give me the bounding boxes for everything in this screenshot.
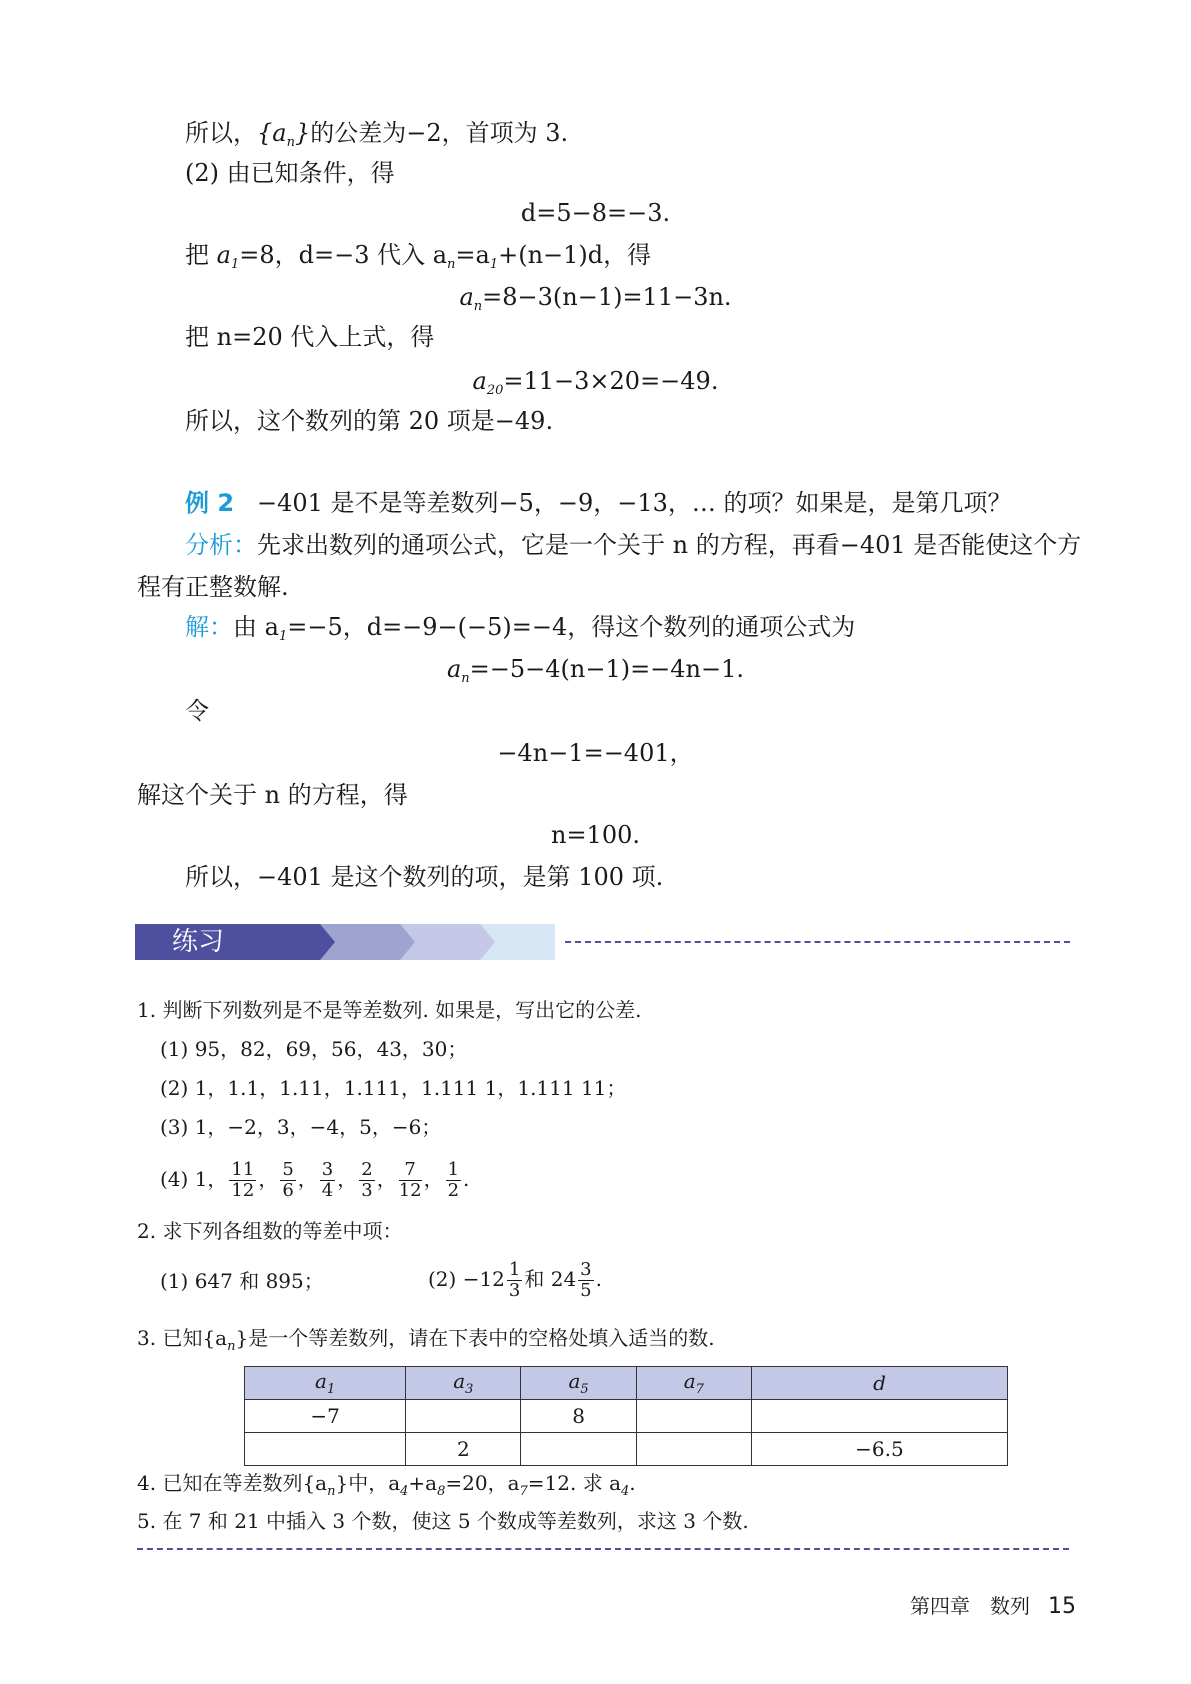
intro-line-1: 所以，$\{a_n\}$的公差为−2，首项为 3. — [185, 119, 569, 150]
table-header-row — [245, 1367, 1008, 1400]
practice-title: 练习 — [172, 927, 225, 957]
table-cell — [636, 1433, 751, 1466]
table-cell — [636, 1400, 751, 1433]
analysis-line-1: 分析：先求出数列的通项公式，它是一个关于 n 的方程，再看−401 是否能使这个方 — [185, 531, 1082, 559]
example-2-question: 例 2 −401 是不是等差数列−5，−9，−13，… 的项？如果是，是第几项？ — [185, 489, 1012, 517]
intro-line-2: (2) 由已知条件，得 — [185, 159, 395, 187]
exercise-1-part-3: (3) 1，−2，3，−4，5，−6； — [160, 1115, 442, 1139]
table-header: $a_3$ — [406, 1367, 521, 1400]
example-label: 例 2 — [185, 489, 235, 517]
fraction: $\frac{11}{12}$ — [231, 1159, 255, 1201]
table-cell: 2 — [406, 1433, 521, 1466]
solve-line: 解这个关于 n 的方程，得 — [137, 781, 408, 809]
exercise-1-part-4: (4) 1， $\frac{11}{12}$ ， $\frac{5}{6}$ ， $\frac{3}{4}$ ， $\frac{2}{3}$ ， $\frac{7}{12}$ ， $\frac{1}{2}$ . — [160, 1159, 470, 1201]
fraction: $\frac{3}{5}$ — [580, 1259, 592, 1301]
equation-401: −4n−1=−401， — [497, 739, 694, 767]
intro-line-4: 把 n=20 代入上式，得 — [185, 323, 435, 351]
table-row — [245, 1433, 1008, 1466]
table-header: $a_7$ — [636, 1367, 751, 1400]
table-header: $a_1$ — [245, 1367, 406, 1400]
exercise-2: 2. 求下列各组数的等差中项： — [137, 1219, 403, 1243]
page-footer — [910, 1590, 1076, 1619]
banner-dash-line — [565, 941, 1070, 943]
table-cell: 8 — [521, 1400, 636, 1433]
table-row — [245, 1400, 1008, 1433]
table-header: $a_5$ — [521, 1367, 636, 1400]
solution-label: 解： — [185, 613, 233, 641]
exercise-4: 4. 已知在等差数列$\{a_n\}$中，$a_4+a_8=20$，$a_7=12$. 求 $a_4$. — [137, 1471, 636, 1499]
fraction: $\frac{2}{3}$ — [361, 1159, 373, 1201]
solution-line: 解：由 $a_1=-5$，d=−9−(−5)=−4，得这个数列的通项公式为 — [185, 613, 856, 644]
fraction: $\frac{3}{4}$ — [321, 1159, 334, 1201]
exercise-2-part-1: (1) 647 和 895； — [160, 1269, 324, 1293]
equation-general-term: $a_n=-5-4(n-1)=-4n-1$. — [446, 655, 745, 686]
table-cell — [521, 1433, 636, 1466]
fraction: $\frac{5}{6}$ — [282, 1159, 294, 1201]
intro-line-3: 把 $a_1=8$，d=−3 代入 $a_n=a_1+(n-1)d$，得 — [185, 241, 652, 272]
table-cell: −6.5 — [751, 1433, 1007, 1466]
exercise-1-part-2: (2) 1，1.1，1.11，1.111，1.111 1，1.111 11； — [160, 1076, 627, 1100]
fraction: $\frac{1}{2}$ — [447, 1159, 460, 1201]
fraction: $\frac{7}{12}$ — [398, 1159, 422, 1201]
table-cell: −7 — [245, 1400, 406, 1433]
exercise-1: 1. 判断下列数列是不是等差数列. 如果是，写出它的公差. — [137, 998, 642, 1022]
table-header: d — [751, 1367, 1007, 1400]
exercise-3: 3. 已知$\{a_n\}$是一个等差数列，请在下表中的空格处填入适当的数. — [137, 1326, 715, 1354]
let-word: 令 — [185, 697, 209, 725]
table-cell — [751, 1400, 1007, 1433]
analysis-label: 分析： — [185, 531, 257, 559]
page-number: 15 — [1048, 1594, 1076, 1619]
table-cell — [406, 1400, 521, 1433]
exercise-2-part-2: (2) −12 $\frac{1}{3}$ 和 24 $\frac{3}{5}$ . — [428, 1259, 602, 1301]
fill-in-table — [244, 1366, 1008, 1466]
exercise-5: 5. 在 7 和 21 中插入 3 个数，使这 5 个数成等差数列，求这 3 个数. — [137, 1509, 749, 1533]
bottom-dash-line — [137, 1548, 1069, 1550]
intro-line-5: 所以，这个数列的第 20 项是−49. — [185, 407, 554, 435]
analysis-line-2: 程有正整数解. — [137, 573, 289, 601]
exercise-1-part-1: (1) 95，82，69，56，43，30； — [160, 1037, 468, 1061]
chapter-title: 第四章 数列 — [910, 1594, 1030, 1618]
equation-an: $a_n=8-3(n-1)=11-3n$. — [459, 283, 732, 314]
equation-n: n=100. — [550, 821, 640, 849]
table-cell — [245, 1433, 406, 1466]
conclusion-line: 所以，−401 是这个数列的项，是第 100 项. — [185, 863, 664, 891]
equation-a20: $a_{20}=11-3\times 20=-49$. — [472, 367, 719, 398]
equation-d: d=5−8=−3. — [520, 199, 671, 227]
fraction: $\frac{1}{3}$ — [508, 1259, 521, 1301]
